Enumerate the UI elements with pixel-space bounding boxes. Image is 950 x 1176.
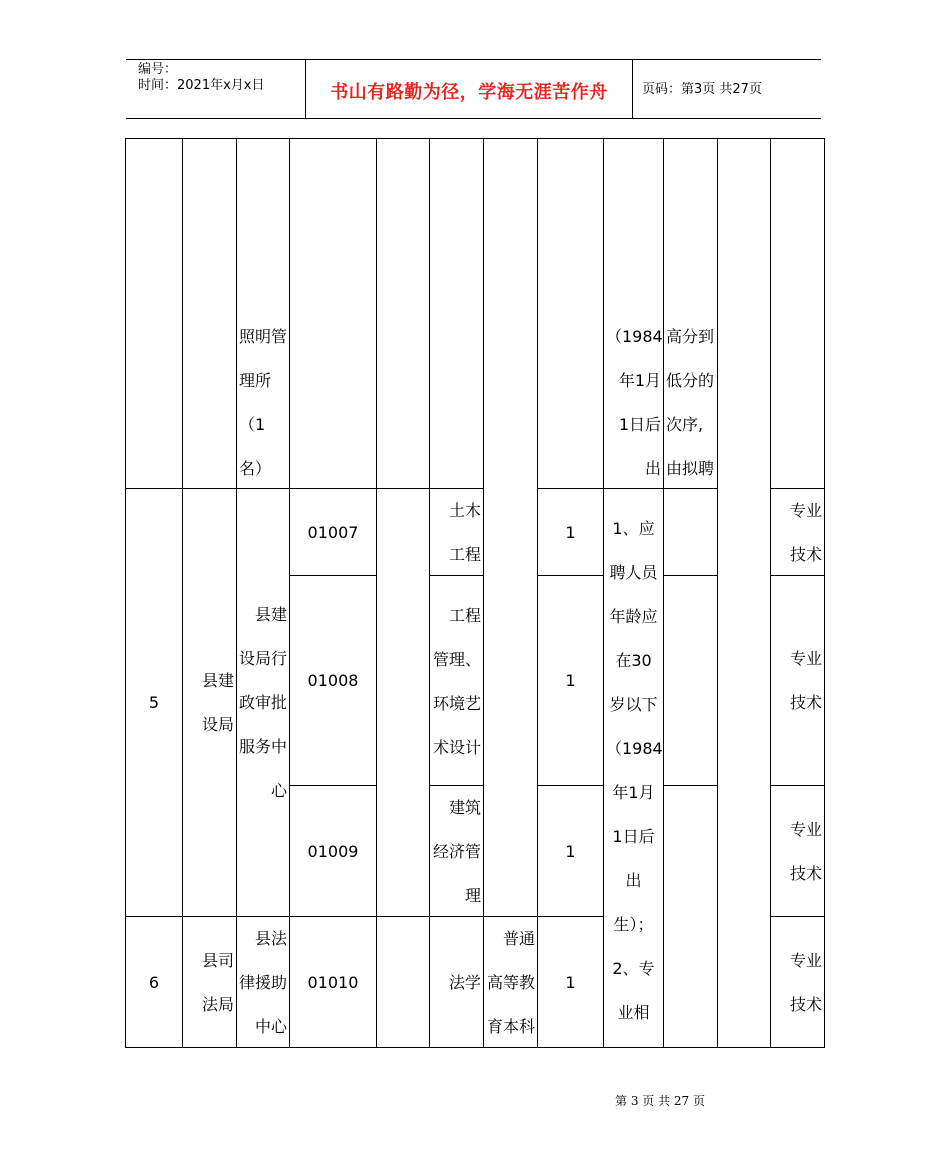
- row-number: 6: [148, 973, 160, 992]
- cell-top-dept: [182, 138, 237, 489]
- cell-r5-col5: [376, 488, 430, 917]
- cell-r5b-count: [537, 575, 604, 786]
- cell-r6-edu: [483, 916, 538, 1048]
- major-text: 建筑 经济管 理: [432, 798, 481, 905]
- cell-r6-count: [537, 916, 604, 1048]
- job-code: 01007: [307, 523, 359, 542]
- unit-text: 照明管 理所 （1 名）: [239, 327, 288, 478]
- cell-top-code: [289, 138, 377, 489]
- cell-top-type: [770, 138, 825, 489]
- type-text: 专业 技术: [789, 951, 822, 1014]
- cell-top-edu: [483, 138, 538, 1048]
- cell-r5c-method: [663, 785, 718, 1048]
- time-label: 时间：2021年x月x日: [138, 78, 265, 93]
- job-code: 01008: [307, 671, 359, 690]
- page-footer: 第 3 页 共 27 页: [615, 1094, 705, 1108]
- cell-r5b-code: [289, 575, 377, 786]
- cell-r5a-type: [770, 488, 825, 576]
- count-text: 1: [565, 671, 576, 690]
- page-label: 页码：第3页 共27页: [642, 82, 762, 97]
- cell-top-age: [603, 138, 664, 489]
- education-text: 普通 高等教 育本科: [486, 929, 535, 1036]
- job-code: 01009: [307, 842, 359, 861]
- type-text: 专业 技术: [789, 501, 822, 564]
- cell-top-count: [537, 138, 604, 489]
- major-text: 法学: [448, 973, 481, 992]
- header-bottom-rule: [126, 118, 821, 119]
- cell-r5a-major: [429, 488, 484, 576]
- major-text: 工程 管理、 环境艺 术设计: [432, 606, 481, 757]
- type-text: 专业 技术: [789, 649, 822, 712]
- cell-r5a-count: [537, 488, 604, 576]
- cell-r6-code: [289, 916, 377, 1048]
- header-top-rule: [126, 59, 821, 60]
- dept-text: 县建 设局: [201, 671, 234, 734]
- cell-r5-req: [603, 488, 664, 1048]
- cell-r5-no: [125, 488, 183, 917]
- cell-top-no: [125, 138, 183, 489]
- cell-r6-no: [125, 916, 183, 1048]
- cell-r5c-code: [289, 785, 377, 917]
- dept-text: 县司 法局: [201, 951, 234, 1014]
- cell-r5b-major: [429, 575, 484, 786]
- cell-r6-major: [429, 916, 484, 1048]
- cell-r5c-count: [537, 785, 604, 917]
- cell-top-major: [429, 138, 484, 489]
- count-text: 1: [565, 842, 576, 861]
- count-text: 1: [565, 523, 576, 542]
- requirement-text: 1、应 聘人员 年龄应 在30 岁以下 （1984 年1月 1日后 出 生）； 2、专 业相: [606, 519, 663, 1022]
- cell-r6-dept: [182, 916, 237, 1048]
- row-number: 5: [148, 693, 160, 712]
- cell-top-unit: [236, 138, 290, 489]
- method-text: 高分到 低分的 次序, 由拟聘: [666, 327, 715, 478]
- cell-r5c-type: [770, 785, 825, 917]
- cell-r5b-method: [663, 575, 718, 786]
- header-divider-right: [632, 60, 633, 119]
- cell-r5a-code: [289, 488, 377, 576]
- cell-r5a-method: [663, 488, 718, 576]
- cell-r5-dept: [182, 488, 237, 917]
- age-text: （1984 年1月 1日后 出: [606, 327, 663, 478]
- cell-r6-unit: [236, 916, 290, 1048]
- type-text: 专业 技术: [789, 820, 822, 883]
- serial-label: 编号：: [138, 62, 178, 77]
- major-text: 土木 工程: [448, 501, 481, 564]
- unit-text: 县法 律援助 中心: [239, 929, 288, 1036]
- cell-top-col5: [376, 138, 430, 489]
- cell-top-col11: [717, 138, 771, 1048]
- cell-r5-unit: [236, 488, 290, 917]
- unit-text: 县建 设局行 政审批 服务中 心: [239, 605, 288, 800]
- cell-r5c-major: [429, 785, 484, 917]
- cell-top-method: [663, 138, 718, 489]
- count-text: 1: [565, 973, 576, 992]
- job-code: 01010: [307, 973, 359, 992]
- cell-r6-col5: [376, 916, 430, 1048]
- cell-r5b-type: [770, 575, 825, 786]
- cell-r6-type: [770, 916, 825, 1048]
- motto: 书山有路勤为径，学海无涯苦作舟: [330, 82, 608, 103]
